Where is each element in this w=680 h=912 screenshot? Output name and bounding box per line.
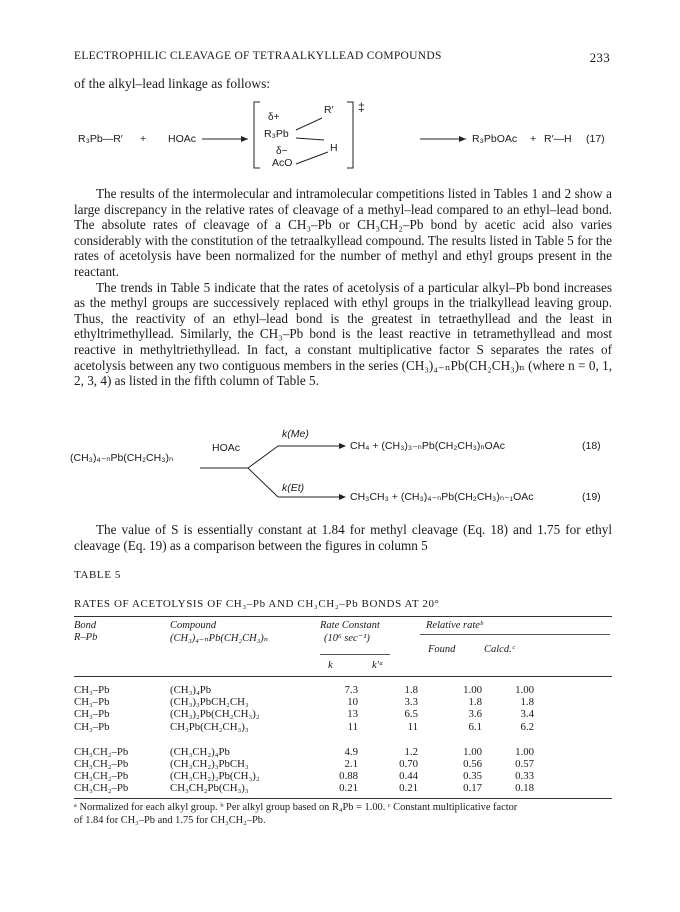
table-head-rule	[74, 676, 612, 677]
table-cell: CH₃–Pb	[74, 684, 110, 697]
table-cell: CH₃–Pb	[74, 720, 110, 733]
eq19-number: (19)	[582, 491, 601, 503]
head-compound-formula: (CH₃)₄₋ₙPb(CH₂CH₃)ₙ	[170, 633, 269, 644]
eq17-delta-minus: δ−	[276, 146, 288, 157]
eq17-dagger: ‡	[358, 100, 365, 114]
eq17-plus1: +	[140, 133, 147, 145]
table-cell: 0.70	[399, 758, 418, 771]
head-rpb: R–Pb	[74, 632, 98, 643]
head-compound: Compound	[170, 620, 217, 631]
eq18-19-reactant: (CH₃)₄₋ₙPb(CH₂CH₃)ₙ	[70, 452, 174, 464]
table-row	[74, 708, 556, 720]
table-row	[74, 684, 556, 696]
table-cell: 0.33	[515, 770, 534, 783]
running-header	[74, 50, 610, 68]
table-cell: CH₃CH₂–Pb	[74, 782, 129, 795]
table-group-spacer	[74, 733, 556, 746]
table-cell: 3.3	[404, 696, 418, 709]
table-cell: 11	[347, 720, 358, 733]
paragraph-1: The results of the intermolecular and intramolecular competitions listed in Tables 1 and 2 show a large discrepancy in the relative rates of cleavage of a methyl–lead compared to an ethyl–lead bond. The absolute rates of cleavage of a CH₃–Pb or CH₃CH₂–Pb bond by acetic acid also varies considerably with the constitution of the tetraalkyllead compound. The results listed in Table 5 for the rates of acetolysis have been normalized for the number of methyl and ethyl groups present in the reactant.	[74, 186, 612, 279]
table-head	[74, 620, 612, 670]
table-cell: (CH₃)₄Pb	[170, 684, 212, 697]
head-rate-units: (10⁶ sec⁻¹)	[324, 633, 370, 644]
table-cell: 1.00	[515, 745, 534, 758]
table-cell: 13	[347, 708, 358, 721]
eq18-number: (18)	[582, 440, 601, 452]
post-paragraph	[74, 522, 612, 553]
paragraph-3: The value of S is essentially constant at 1.84 for methyl cleavage (Eq. 18) and 1.75 for ethyl cleavage (Eq. 19) as a comparison between the figures in column 5	[74, 522, 612, 553]
eq17-r-prime: R′	[324, 104, 334, 116]
table-row	[74, 758, 556, 770]
table-cell: 0.21	[339, 782, 358, 795]
page-number: 233	[589, 50, 610, 65]
head-bond: Bond	[74, 620, 97, 631]
table-cell: 0.57	[515, 758, 534, 771]
head-k: k	[328, 660, 333, 671]
table-cell: (CH₃CH₂)₃PbCH₃	[170, 758, 249, 771]
eq17-r3pb: R₃Pb	[264, 128, 289, 140]
relative-underline	[420, 634, 610, 635]
table-caption: RATES OF ACETOLYSIS OF CH₃–Pb AND CH₃CH₂–Pb BONDS AT 20°	[74, 598, 440, 610]
running-title: ELECTROPHILIC CLEAVAGE OF TETRAALKYLLEAD COMPOUNDS	[74, 50, 442, 62]
paragraph-2: The trends in Table 5 indicate that the rates of acetolysis of a particular alkyl–Pb bond increases as the methyl groups are successively replaced with ethyl groups in the trialkyllead leaving group. Thus, the reactivity of an ethyl–lead bond is the greatest in tetraethyllead and the least in ethyltrimethyllead. Similarly, the CH₃–Pb bond is the least reactive in tetramethyllead and most reactive in methyltriethyllead. In fact, a constant multiplicative factor S separates the rates of acetolysis between any two contiguous members in the series (CH₃)₄₋ₙPb(CH₂CH₃)ₙ (where n = 0, 1, 2, 3, 4) as listed in the fifth column of Table 5.	[74, 279, 612, 389]
table-cell: (CH₃CH₂)₄Pb	[170, 745, 230, 758]
equation-18-19	[70, 422, 615, 512]
table-cell: 4.9	[344, 745, 358, 758]
table-label: TABLE 5	[74, 569, 122, 581]
eq18-19-reagent: HOAc	[212, 442, 241, 454]
table-cell: 0.21	[399, 782, 418, 795]
table-body	[74, 684, 612, 795]
table-row	[74, 770, 556, 782]
table-cell: 1.00	[515, 684, 534, 697]
table-cell: 1.8	[520, 696, 534, 709]
table-cell: 3.6	[468, 708, 482, 721]
table-cell: 7.3	[344, 684, 358, 697]
table-bottom-rule	[74, 798, 612, 799]
table-row	[74, 746, 556, 758]
table-cell: 6.1	[468, 720, 482, 733]
table-cell: CH₃CH₂Pb(CH₃)₃	[170, 782, 249, 795]
eq17-product2: R′—H	[544, 133, 572, 145]
table-cell: CH₃CH₂–Pb	[74, 745, 129, 758]
table-cell: (CH₃CH₂)₂Pb(CH₃)₂	[170, 770, 260, 783]
eq17-reactant2: HOAc	[168, 133, 197, 145]
table-row	[74, 696, 556, 708]
eq19-k-et: k(Et)	[282, 482, 305, 494]
table-row	[74, 721, 556, 733]
head-relative: Relative rateᵇ	[426, 620, 483, 631]
table-cell: (CH₃)₃PbCH₂CH₃	[170, 696, 249, 709]
table-row	[74, 782, 556, 794]
body-text	[74, 186, 612, 389]
table-cell: 0.44	[399, 770, 418, 783]
eq17-product1: R₃PbOAc	[472, 133, 518, 145]
rates-table	[74, 684, 556, 795]
table-cell: 3.4	[520, 708, 534, 721]
eq17-number: (17)	[586, 133, 605, 145]
table-cell: (CH₃)₂Pb(CH₂CH₃)₂	[170, 708, 260, 721]
table-cell: 10	[347, 696, 358, 709]
intro-line: of the alkyl–lead linkage as follows:	[74, 76, 271, 91]
eq17-h: H	[330, 142, 338, 154]
eq18-product: CH₄ + (CH₃)₃₋ₙPb(CH₂CH₃)ₙOAc	[350, 440, 505, 452]
head-rate: Rate Constant	[320, 620, 380, 631]
table-cell: CH₃CH₂–Pb	[74, 758, 129, 771]
eq17-aco: AcO	[272, 157, 293, 169]
footnote-line-2: of 1.84 for CH₃–Pb and 1.75 for CH₃CH₂–Pb.	[74, 815, 266, 826]
eq17-reactant1: R₃Pb—R′	[78, 133, 123, 145]
eq18-k-me: k(Me)	[282, 428, 309, 440]
table-cell: 2.1	[344, 758, 358, 771]
table-cell: 6.5	[404, 708, 418, 721]
head-kprime: k′ᵃ	[372, 660, 384, 671]
table-cell: CH₃–Pb	[74, 708, 110, 721]
table-cell: CH₃–Pb	[74, 696, 110, 709]
table-cell: 11	[407, 720, 418, 733]
table-cell: 0.88	[339, 770, 358, 783]
eq17-plus2: +	[530, 133, 537, 145]
table-cell: 1.8	[468, 696, 482, 709]
footnote-line-1: ᵃ Normalized for each alkyl group. ᵇ Per alkyl group based on R₄Pb = 1.00. ᶜ Constant multiplicative factor	[74, 802, 518, 813]
head-calcd: Calcd.ᶜ	[484, 644, 515, 655]
table-cell: 0.56	[463, 758, 482, 771]
table-cell: CH₃CH₂–Pb	[74, 770, 129, 783]
table-cell: 0.35	[463, 770, 482, 783]
table-cell: 1.8	[404, 684, 418, 697]
eq19-product: CH₃CH₃ + (CH₃)₄₋ₙPb(CH₂CH₃)ₙ₋₁OAc	[350, 491, 534, 503]
table-cell: 0.17	[463, 782, 482, 795]
table-cell: 6.2	[520, 720, 534, 733]
table-cell: 1.00	[463, 684, 482, 697]
table-footnotes	[74, 801, 614, 827]
rate-underline	[320, 654, 390, 655]
eq17-delta-plus: δ+	[268, 112, 280, 123]
table-cell: CH₃Pb(CH₂CH₃)₃	[170, 720, 249, 733]
table-top-rule	[74, 616, 612, 617]
table-cell: 1.00	[463, 745, 482, 758]
table-cell: 1.2	[404, 745, 418, 758]
table-cell: 0.18	[515, 782, 534, 795]
equation-17	[70, 100, 615, 170]
head-found: Found	[428, 644, 456, 655]
